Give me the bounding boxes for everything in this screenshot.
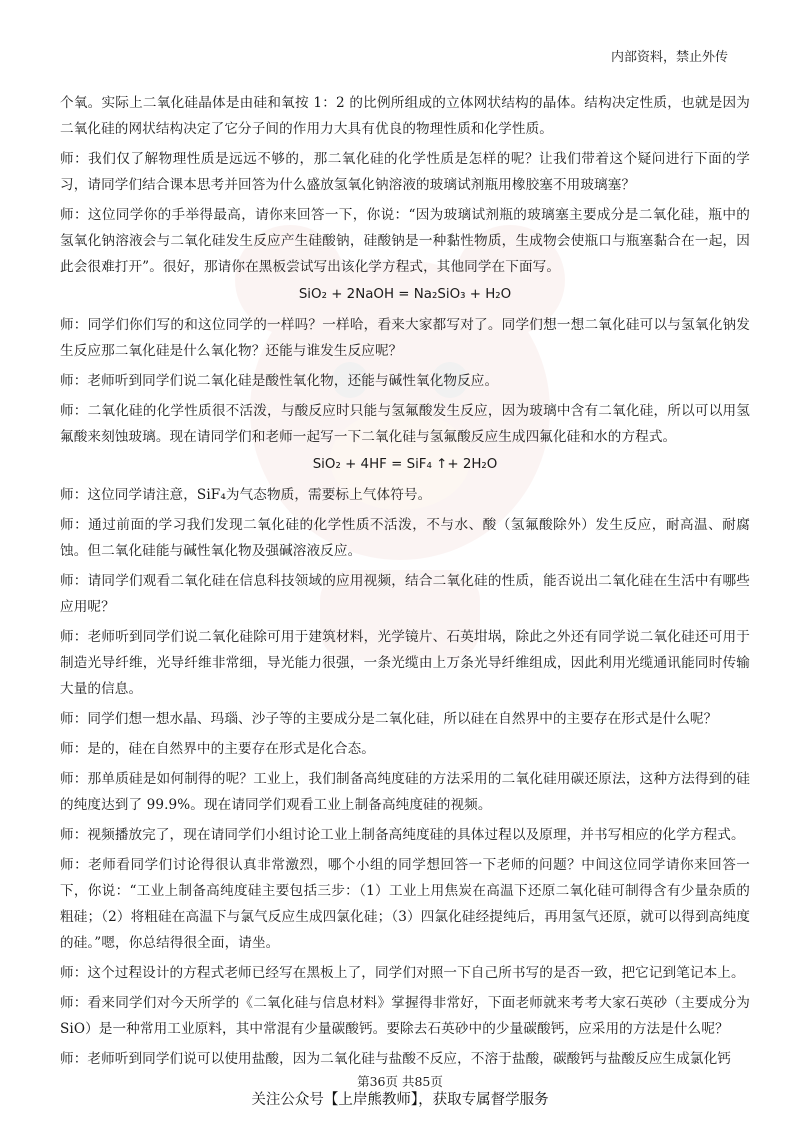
paragraph: 师：这个过程设计的方程式老师已经写在黑板上了，同学们对照一下自己所书写的是否一致，把它记到笔记本上。 — [60, 965, 745, 981]
paragraph: 师：这位同学请注意，SiF₄为气态物质，需要标上气体符号。 — [60, 487, 432, 503]
paragraph: 师：老师听到同学们说二氧化硅是酸性氧化物，还能与碱性氧化物反应。 — [60, 373, 499, 389]
promo-banner: 关注公众号【上岸熊教师】，获取专属督学服务 — [251, 1092, 549, 1108]
confidential-note: 内部资料，禁止外传 — [610, 50, 728, 65]
paragraph: 师：老师听到同学们说二氧化硅除可用于建筑材料，光学镜片、石英坩埚，除此之外还有同学说二氧化硅还可用于制造光导纤维，光导纤维非常细，导光能力很强，一条光缆由上万条光导纤维组成，因此利用光缆通讯能同时传输大量的信息。 — [60, 629, 750, 697]
page-number: 第36页 共85页 — [357, 1074, 443, 1089]
paragraph: 师：看来同学们对今天所学的《二氧化硅与信息材料》掌握得非常好，下面老师就来考考大家石英砂（主要成分为 SiO）是一种常用工业原料，其中常混有少量碳酸钙。要除去石英砂中的少量碳酸钙，应采用的方法是什么呢？ — [60, 995, 750, 1037]
paragraph: 师：二氧化硅的化学性质很不活泼，与酸反应时只能与氢氟酸发生反应，因为玻璃中含有二氧化硅，所以可以用氢氟酸来刻蚀玻璃。现在请同学们和老师一起写一下二氧化硅与氢氟酸反应生成四氟化硅和水的方程式。 — [60, 403, 750, 445]
paragraph: 师：我们仅了解物理性质是远远不够的，那二氧化硅的化学性质是怎样的呢？让我们带着这个疑问进行下面的学习，请同学们结合课本思考并回答为什么盛放氢氧化钠溶液的玻璃试剂瓶用橡胶塞不用玻璃塞？ — [60, 151, 750, 193]
paragraph: 个氧。实际上二氧化硅晶体是由硅和氧按 1：2 的比例所组成的立体网状结构的晶体。结构决定性质，也就是因为二氧化硅的网状结构决定了它分子间的作用力大具有优良的物理性质和化学性质。 — [60, 95, 750, 137]
paragraph: 师：老师听到同学们说可以使用盐酸，因为二氧化硅与盐酸不反应，不溶于盐酸，碳酸钙与盐酸反应生成氯化钙 — [60, 1051, 731, 1067]
paragraph: 师：同学们想一想水晶、玛瑙、沙子等的主要成分是二氧化硅，所以硅在自然界中的主要存在形式是什么呢？ — [60, 711, 718, 727]
paragraph: 师：请同学们观看二氧化硅在信息科技领域的应用视频，结合二氧化硅的性质，能否说出二氧化硅在生活中有哪些应用呢？ — [60, 573, 750, 615]
chemical-equation: SiO₂ + 2NaOH = Na₂SiO₃ + H₂O — [298, 287, 512, 302]
paragraph: 师：同学们你们写的和这位同学的一样吗？一样哈，看来大家都写对了。同学们想一想二氧化硅可以与氢氧化钠发生反应那二氧化硅是什么氧化物？还能与谁发生反应呢？ — [60, 317, 750, 359]
paragraph: 师：视频播放完了，现在请同学们小组讨论工业上制备高纯度硅的具体过程以及原理，并书写相应的化学方程式。 — [60, 827, 745, 843]
chemical-equation: SiO₂ + 4HF = SiF₄ ↑+ 2H₂O — [312, 457, 498, 472]
document-body — [60, 90, 750, 1076]
paragraph: 师：这位同学你的手举得最高，请你来回答一下，你说：“因为玻璃试剂瓶的玻璃塞主要成分是二氧化硅，瓶中的氢氧化钠溶液会与二氧化硅发生反应产生硅酸钠，硅酸钠是一种黏性物质，生成物会使瓶口与瓶塞黏合在一起，因此会很难打开”。很好，那请你在黑板尝试写出该化学方程式，其他同学在下面写。 — [60, 207, 750, 275]
paragraph: 师：通过前面的学习我们发现二氧化硅的化学性质不活泼，不与水、酸（氢氟酸除外）发生反应，耐高温、耐腐蚀。但二氧化硅能与碱性氧化物及强碱溶液反应。 — [60, 517, 750, 559]
paragraph: 师：那单质硅是如何制得的呢？工业上，我们制备高纯度硅的方法采用的二氧化硅用碳还原法，这种方法得到的硅的纯度达到了 99.9%。现在请同学们观看工业上制备高纯度硅的视频。 — [60, 771, 750, 813]
paragraph: 师：老师看同学们讨论得很认真非常激烈，哪个小组的同学想回答一下老师的问题？中间这位同学请你来回答一下，你说：“工业上制备高纯度硅主要包括三步：（1）工业上用焦炭在高温下还原二氧化硅可制得含有少量杂质的粗硅；（2）将粗硅在高温下与氯气反应生成四氯化硅；（3）四氯化硅经提纯后，再用氢气还原，就可以得到高纯度的硅。”嗯，你总结得很全面，请坐。 — [60, 857, 750, 951]
paragraph: 师：是的，硅在自然界中的主要存在形式是化合态。 — [60, 741, 375, 757]
